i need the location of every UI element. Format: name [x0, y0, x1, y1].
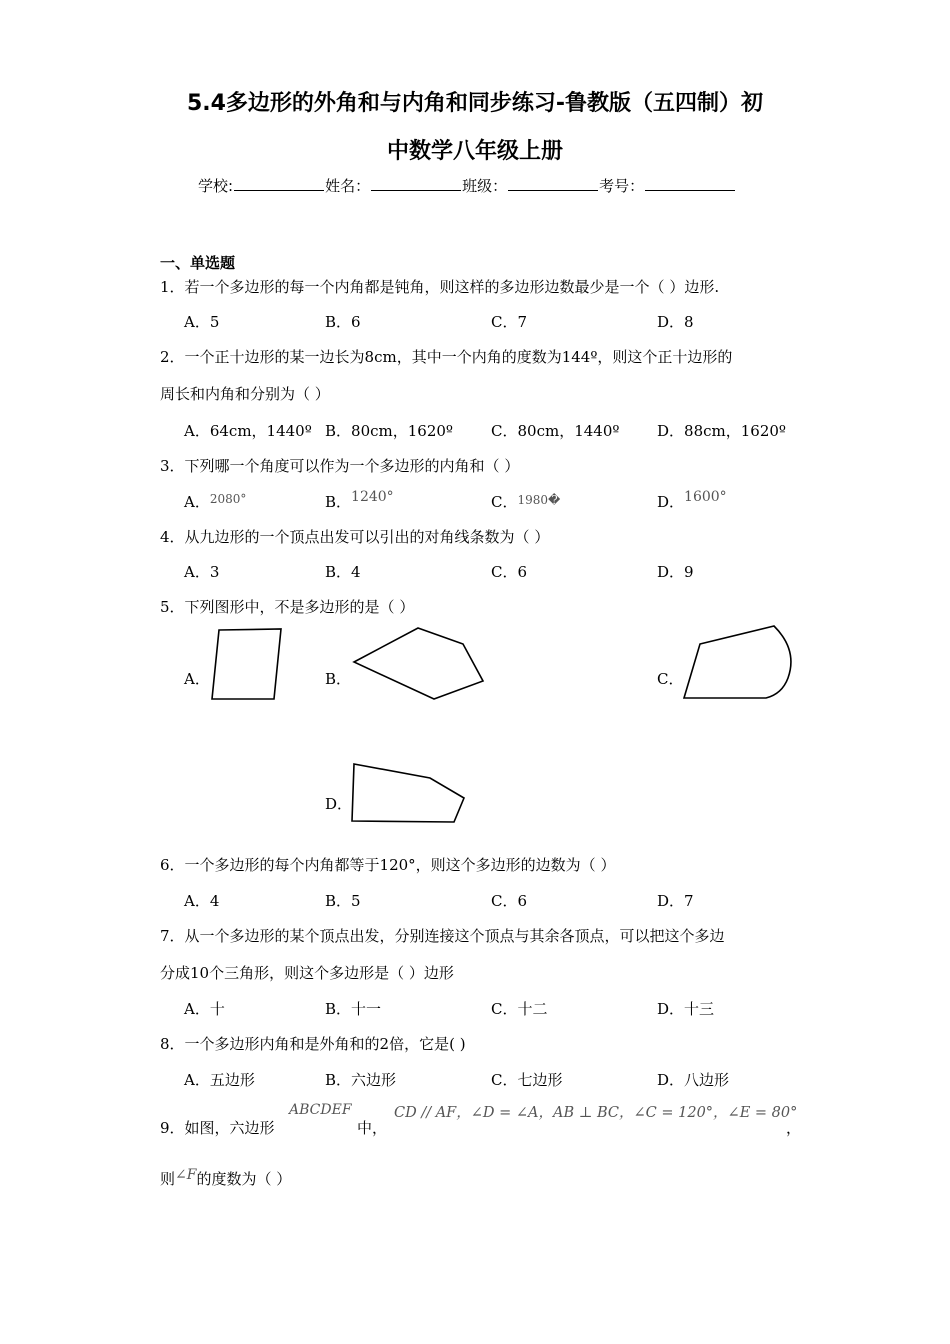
q5-figure-b-pentagon: [348, 624, 493, 704]
q3-option-c-letter: C．: [491, 493, 518, 511]
q3-option-a: [184, 491, 246, 512]
q4-option-b: B．4: [325, 563, 361, 581]
question-4-stem: 4．从九边形的一个顶点出发可以引出的对角线条数为（ ）: [160, 528, 550, 546]
q3-option-b-value: 1240°: [351, 489, 394, 505]
q5-option-c-letter: C．: [657, 670, 684, 688]
q1-option-c: C．7: [491, 313, 528, 331]
question-1-stem: 1．若一个多边形的每一个内角都是钝角，则这样的多边形边数最少是一个（ ）边形.: [160, 278, 720, 296]
q3-option-a-letter: A．: [184, 493, 210, 511]
q3-option-a-value: 2080°: [209, 492, 247, 506]
q2-option-a: A．64cm，1440º: [184, 422, 312, 440]
q8-option-d: D．八边形: [657, 1071, 730, 1089]
q3-option-b: [325, 491, 394, 512]
q3-option-b-letter: B．: [325, 493, 352, 511]
q8-option-a: A．五边形: [184, 1071, 255, 1089]
q9-line2-prefix: 则: [160, 1170, 176, 1188]
q9-conditions: CD // AF，∠D = ∠A，AB ⊥ BC，∠C = 120°，∠E = 80°: [394, 1105, 798, 1121]
q7-option-d: D．十三: [657, 1000, 715, 1018]
document-title-line-1: 5.4多边形的外角和与内角和同步练习-鲁教版（五四制）初: [186, 91, 764, 116]
q4-option-a: A．3: [184, 563, 220, 581]
q2-option-d: D．88cm，1620º: [657, 422, 786, 440]
q6-option-c: C．6: [491, 892, 528, 910]
q6-option-b: B．5: [325, 892, 361, 910]
q1-option-d: D．8: [657, 313, 694, 331]
q9-middle-text: 中，: [357, 1119, 388, 1137]
q7-option-a: A．十: [184, 1000, 225, 1018]
q9-line2-suffix: 的度数为（ ）: [196, 1170, 292, 1188]
q5-option-d-letter: D．: [325, 795, 353, 813]
class-blank[interactable]: [508, 176, 598, 191]
q8-option-b: B．六边形: [325, 1071, 397, 1089]
q4-option-c: C．6: [491, 563, 528, 581]
q6-option-d: D．7: [657, 892, 694, 910]
q1-option-a: A．5: [184, 313, 220, 331]
school-label: 学校:: [198, 177, 234, 195]
number-label: 考号：: [599, 177, 645, 195]
q5-figure-a-quadrilateral: [205, 625, 290, 705]
section-heading: 一、单选题: [160, 254, 236, 272]
q9-hexagon-name: ABCDEF: [289, 1102, 352, 1118]
q5-option-a-letter: A．: [184, 670, 210, 688]
q5-option-b-letter: B．: [325, 670, 352, 688]
q3-option-c: [491, 491, 560, 512]
q3-option-d-value: 1600°: [684, 489, 727, 505]
class-label: 班级：: [462, 177, 508, 195]
question-7-stem-line-1: 7．从一个多边形的某个顶点出发，分别连接这个顶点与其余各顶点，可以把这个多边: [160, 927, 725, 945]
q3-option-d-letter: D．: [657, 493, 685, 511]
q5-figure-d-pentagon: [348, 760, 473, 830]
name-label: 姓名：: [325, 177, 371, 195]
question-7-stem-line-2: 分成10个三角形，则这个多边形是（ ）边形: [160, 964, 454, 982]
q9-comma: ，: [786, 1119, 802, 1137]
question-6-stem: 6．一个多边形的每个内角都等于120°，则这个多边形的边数为（ ）: [160, 856, 616, 874]
q9-angle-f: ∠F: [175, 1167, 197, 1183]
question-2-stem-line-1: 2．一个正十边形的某一边长为8cm，其中一个内角的度数为144º，则这个正十边形的: [160, 348, 733, 366]
question-9-line-2: [160, 1168, 291, 1189]
q3-option-d: [657, 491, 727, 512]
question-9-prefix: 9．如图，六边形: [160, 1119, 275, 1137]
question-2-stem-line-2: 周长和内角和分别为（ ）: [160, 385, 330, 403]
school-blank[interactable]: [234, 176, 324, 191]
name-blank[interactable]: [371, 176, 461, 191]
q2-option-b: B．80cm，1620º: [325, 422, 453, 440]
number-blank[interactable]: [645, 176, 735, 191]
document-title-line-2: 中数学八年级上册: [386, 139, 563, 164]
q3-option-c-value: 1980�: [517, 493, 561, 507]
q1-option-b: B．6: [325, 313, 361, 331]
q5-figure-c-curved-shape: [680, 622, 800, 704]
question-3-stem: 3．下列哪一个角度可以作为一个多边形的内角和（ ）: [160, 457, 520, 475]
question-8-stem: 8．一个多边形内角和是外角和的2倍，它是( ): [160, 1035, 466, 1053]
q7-option-b: B．十一: [325, 1000, 382, 1018]
q8-option-c: C．七边形: [491, 1071, 563, 1089]
q6-option-a: A．4: [184, 892, 220, 910]
student-info-line: [198, 175, 736, 196]
q2-option-c: C．80cm，1440º: [491, 422, 620, 440]
q7-option-c: C．十二: [491, 1000, 548, 1018]
question-5-stem: 5．下列图形中，不是多边形的是（ ）: [160, 598, 415, 616]
q4-option-d: D．9: [657, 563, 694, 581]
